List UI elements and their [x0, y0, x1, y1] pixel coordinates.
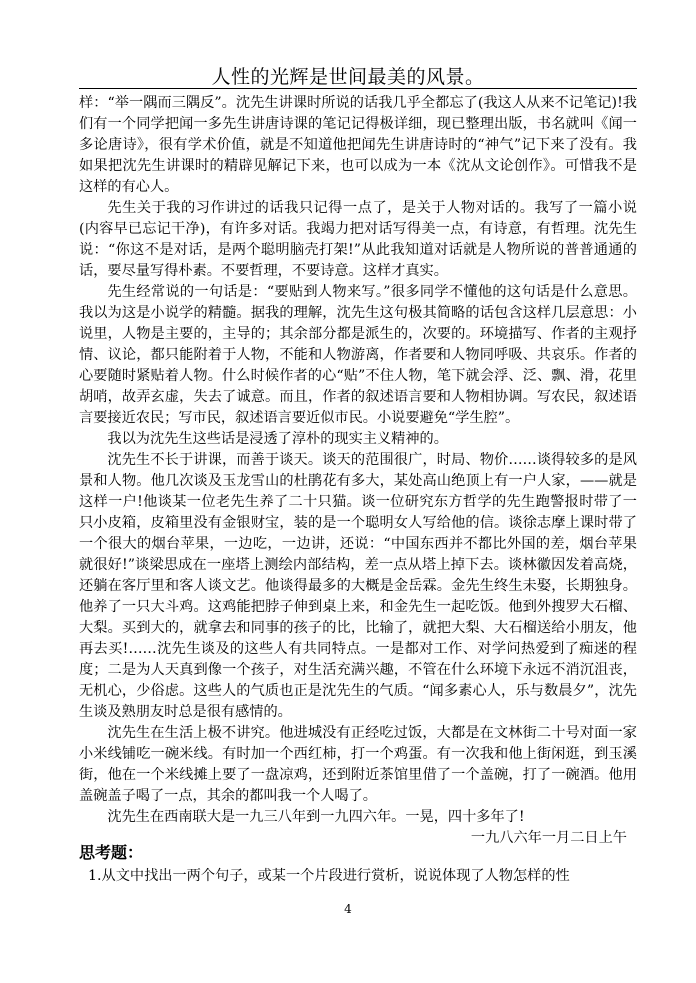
questions-heading: 思考题： — [79, 843, 144, 862]
page-number: 4 — [344, 902, 352, 916]
paragraph-3: 先生经常说的一句话是：“要贴到人物来写。”很多同学不懂他的这句话是什么意思。我以为这是小说学的精髓。据我的理解，沈先生这句极其简略的话包含这样几层意思：小说里，人物是主要的，主导的；其余部分都是派生的，次要的。环境描写、作者的主观抒情、议论，都只能附着于人物，不能和人物游离，作者要和人物同呼吸、共哀乐。作者的心要随时紧贴着人物。什么时候作者的心“贴”不住人物，笔下就会浮、泛、飘、滑，花里胡哨，故弄玄虚，失去了诚意。而且，作者的叙述语言要和人物相协调。写农民，叙述语言要接近农民；写市民，叙述语言要近似市民。小说要避免“学生腔”。 — [79, 284, 637, 426]
paragraph-2: 先生关于我的习作讲过的话我只记得一点了，是关于人物对话的。我写了一篇小说(内容早已忘记干净)，有许多对话。我竭力把对话写得美一点，有诗意，有哲理。沈先生说：“你这不是对话，是两个聪明脑壳打架!”从此我知道对话就是人物所说的普普通通的话，要尽量写得朴素。不要哲理，不要诗意。这样才真实。 — [79, 200, 637, 279]
paragraph-1: 样：“举一隅而三隅反”。沈先生讲课时所说的话我几乎全都忘了(我这人从来不记笔记)!我们有一个同学把闻一多先生讲唐诗课的笔记记得极详细，现已整理出版，书名就叫《闻一多论唐诗》，很有学术价值，就是不知道他把闻先生讲唐诗时的“神气”记下来了没有。我如果把沈先生讲课时的精辟见解记下来，也可以成为一本《沈从文论创作》。可惜我不是这样的有心人。 — [79, 95, 637, 195]
page-header-title: 人性的光辉是世间最美的风景。 — [211, 66, 485, 88]
header-divider — [79, 88, 637, 89]
article-body — [79, 93, 637, 849]
paragraph-4: 我以为沈先生这些话是浸透了淳朴的现实主义精神的。 — [107, 431, 448, 447]
paragraph-5: 沈先生不长于讲课，而善于谈天。谈天的范围很广，时局、物价……谈得较多的是风景和人物。他几次谈及玉龙雪山的杜鹃花有多大，某处高山绝顶上有一户人家，——就是这样一户!他谈某一位老先生养了二十只猫。谈一位研究东方哲学的先生跑警报时带了一只小皮箱，皮箱里没有金银财宝，装的是一个聪明女人写给他的信。谈徐志摩上课时带了一个很大的烟台苹果，一边吃，一边讲，还说：“中国东西并不都比外国的差，烟台苹果就很好!”谈梁思成在一座塔上测绘内部结构，差一点从塔上掉下去。谈林徽因发着高烧，还躺在客厅里和客人谈文艺。他谈得最多的大概是金岳霖。金先生终生未娶，长期独身。他养了一只大斗鸡。这鸡能把脖子伸到桌上来，和金先生一起吃饭。他到外搜罗大石榴、大梨。买到大的，就拿去和同事的孩子的比，比输了，就把大梨、大石榴送给小朋友，他再去买!……沈先生谈及的这些人有共同特点。一是都对工作、对学问热爱到了痴迷的程度；二是为人天真到像一个孩子，对生活充满兴趣，不管在什么环境下永远不消沉沮丧，无机心，少俗虑。这些人的气质也正是沈先生的气质。“闻多素心人，乐与数晨夕”，沈先生谈及熟朋友时总是很有感情的。 — [79, 452, 637, 720]
paragraph-7: 沈先生在西南联大是一九三八年到一九四六年。一晃，四十多年了! — [107, 809, 525, 825]
date-line: 一九八六年一月二日上午 — [470, 830, 627, 846]
paragraph-6: 沈先生在生活上极不讲究。他进城没有正经吃过饭，大都是在文林街二十号对面一家小米线铺吃一碗米线。有时加一个西红柿，打一个鸡蛋。有一次我和他上街闲逛，到玉溪街，他在一个米线摊上要了一盘凉鸡，还到附近茶馆里借了一个盖碗，打了一碗酒。他用盖碗盖子喝了一点，其余的都叫我一个人喝了。 — [79, 725, 637, 804]
question-item: 1.从文中找出一两个句子，或某一个片段进行赏析，说说体现了人物怎样的性 — [88, 868, 570, 884]
